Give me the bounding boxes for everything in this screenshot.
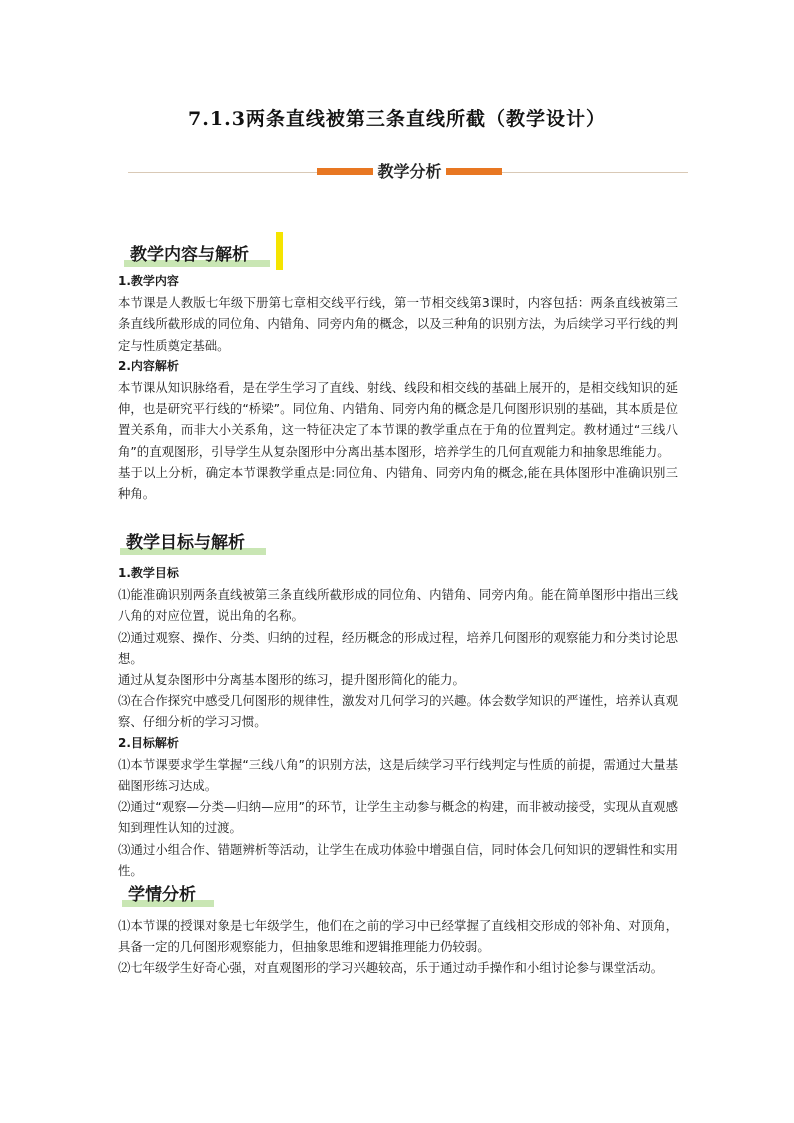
banner-title: 教学分析 <box>373 159 446 182</box>
paragraph: ⑶通过小组合作、错题辨析等活动，让学生在成功体验中增强自信，同时体会几何知识的逻辑性和实用性。 <box>118 841 678 878</box>
content-block-3 <box>118 915 678 979</box>
subheading-content-analysis: 2.内容解析 <box>118 358 179 373</box>
section-heading-content <box>124 238 270 268</box>
paragraph: ⑵七年级学生好奇心强，对直观图形的学习兴趣较高，乐于通过动手操作和小组讨论参与课堂活动。 <box>118 960 664 976</box>
paragraph: 基于以上分析，确定本节课教学重点是:同位角、内错角、同旁内角的概念,能在具体图形中准确识别三种角。 <box>118 464 678 502</box>
heading-text: 教学内容与解析 <box>130 245 249 265</box>
subheading-objective-analysis: 2.目标解析 <box>118 735 179 750</box>
document-title: 7.1.3两条直线被第三条直线所截（教学设计） <box>188 108 606 130</box>
paragraph: 通过从复杂图形中分离基本图形的练习，提升图形简化的能力。 <box>118 672 465 688</box>
paragraph: ⑶在合作探究中感受几何图形的规律性，激发对几何学习的兴趣。体会数学知识的严谨性，培养认真观察、仔细分析的学习习惯。 <box>118 693 678 730</box>
paragraph: ⑴本节课的授课对象是七年级学生，他们在之前的学习中已经掌握了直线相交形成的邻补角、对顶角，具备一定的几何图形观察能力，但抽象思维和逻辑推理能力仍较弱。 <box>118 918 678 955</box>
subheading-teaching-content: 1.教学内容 <box>118 274 179 288</box>
paragraph: 本节课是人教版七年级下册第七章相交线平行线，第一节相交线第3课时，内容包括：两条直线被第三条直线所截形成的同位角、内错角、同旁内角的概念，以及三种角的识别方法，为后续学习平行线的判定与性质奠定基础。 <box>118 295 678 353</box>
subheading-teaching-objectives: 1.教学目标 <box>118 566 179 580</box>
heading-text: 教学目标与解析 <box>126 533 245 553</box>
paragraph: ⑴能准确识别两条直线被第三条直线所截形成的同位角、内错角、同旁内角。能在简单图形中指出三线八角的对应位置，说出角的名称。 <box>118 587 678 624</box>
section-heading-learner-analysis <box>122 878 214 908</box>
yellow-marker <box>276 232 283 270</box>
banner-bar-right <box>446 168 502 175</box>
content-block-2 <box>118 563 678 881</box>
paragraph: ⑵通过“观察—分类—归纳—应用”的环节，让学生主动参与概念的构建，而非被动接受，实现从直观感知到理性认知的过渡。 <box>118 799 678 836</box>
banner-bar-left <box>317 168 373 175</box>
heading-text: 学情分析 <box>128 885 196 905</box>
paragraph: ⑴本节课要求学生掌握“三线八角”的识别方法，这是后续学习平行线判定与性质的前提，需通过大量基础图形练习达成。 <box>118 756 678 794</box>
section-banner <box>128 158 688 188</box>
section-heading-objectives <box>120 526 266 556</box>
content-block-1 <box>118 271 678 504</box>
paragraph: ⑵通过观察、操作、分类、归纳的过程，经历概念的形成过程，培养几何图形的观察能力和分类讨论思想。 <box>118 629 678 666</box>
paragraph: 本节课从知识脉络看，是在学生学习了直线、射线、线段和相交线的基础上展开的，是相交线知识的延伸，也是研究平行线的“桥梁”。同位角、内错角、同旁内角的概念是几何图形识别的基础，其本质是位置关系角，而非大小关系角，这一特征决定了本节课的教学重点在于角的位置判定。教材通过“三线八角”的直观图形，引导学生从复杂图形中分离出基本图形，培养学生的几何直观能力和抽象思维能力。 <box>118 380 678 459</box>
